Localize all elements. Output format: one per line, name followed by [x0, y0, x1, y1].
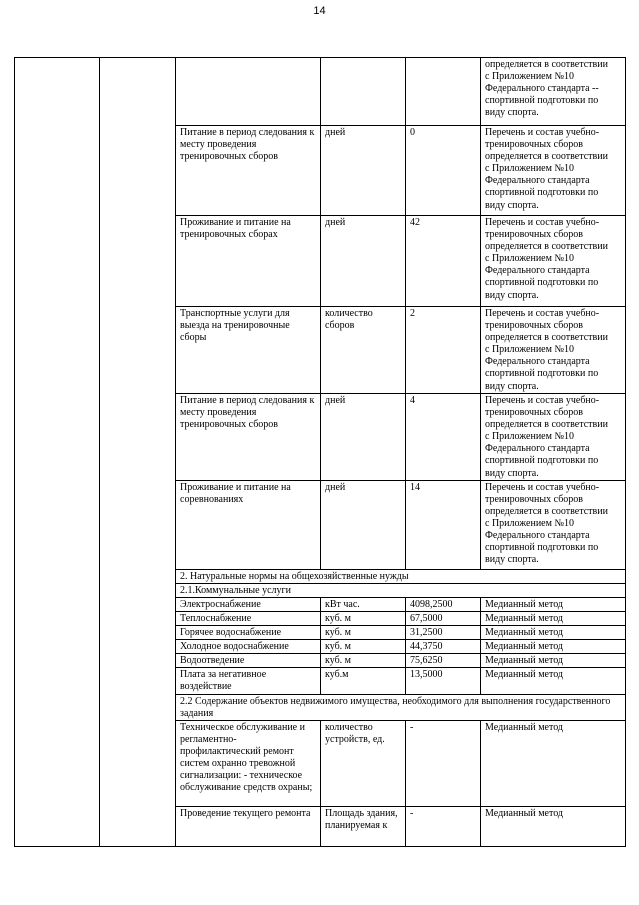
cell-name: Проведение текущего ремонта — [176, 806, 321, 846]
cell-name: Электроснабжение — [176, 597, 321, 611]
cell-note: Медианный метод — [481, 640, 626, 654]
cell-note: Перечень и состав учебно- тренировочных сборов определяется в соответствии с Приложением №10 Федерального стандарта спортивной подготовки по виду спорта. — [481, 216, 626, 307]
cell-unit: куб.м — [321, 668, 406, 694]
cell-value: 14 — [406, 480, 481, 569]
merged-col-2 — [100, 58, 176, 847]
cell-note: Медианный метод — [481, 597, 626, 611]
cell-value: 75,6250 — [406, 654, 481, 668]
cell-value — [406, 58, 481, 126]
cell-value: 4098,2500 — [406, 597, 481, 611]
cell-note: Медианный метод — [481, 611, 626, 625]
cell-name: Плата за негативное воздействие — [176, 668, 321, 694]
section-2-heading: 2. Натуральные нормы на общехозяйственные нужды — [176, 569, 626, 583]
cell-value: 67,5000 — [406, 611, 481, 625]
cell-unit: куб. м — [321, 654, 406, 668]
cell-unit: куб. м — [321, 640, 406, 654]
cell-value: 4 — [406, 394, 481, 481]
cell-unit: количество устройств, ед. — [321, 720, 406, 806]
cell-unit: количество сборов — [321, 307, 406, 394]
cell-unit: куб. м — [321, 626, 406, 640]
cell-value: 44,3750 — [406, 640, 481, 654]
table-row — [15, 58, 626, 126]
cell-note: Медианный метод — [481, 720, 626, 806]
cell-note: Медианный метод — [481, 654, 626, 668]
cell-value: - — [406, 720, 481, 806]
norms-table — [14, 57, 626, 847]
cell-name: Водоотведение — [176, 654, 321, 668]
cell-unit: дней — [321, 126, 406, 216]
cell-name: Питание в период следования к месту проведения тренировочных сборов — [176, 126, 321, 216]
cell-unit: дней — [321, 480, 406, 569]
cell-name: Проживание и питание на соревнованиях — [176, 480, 321, 569]
cell-value: 0 — [406, 126, 481, 216]
cell-value: 13,5000 — [406, 668, 481, 694]
cell-value: 42 — [406, 216, 481, 307]
section-2-2-heading: 2.2 Содержание объектов недвижимого имущества, необходимого для выполнения государственного задания — [176, 694, 626, 720]
section-2-1-heading: 2.1.Коммунальные услуги — [176, 583, 626, 597]
cell-note: Перечень и состав учебно- тренировочных сборов определяется в соответствии с Приложением №10 Федерального стандарта спортивной подготовки по виду спорта. — [481, 126, 626, 216]
cell-name: Горячее водоснабжение — [176, 626, 321, 640]
cell-name: Транспортные услуги для выезда на тренировочные сборы — [176, 307, 321, 394]
cell-note: Перечень и состав учебно- тренировочных сборов определяется в соответствии с Приложением №10 Федерального стандарта спортивной подготовки по виду спорта. — [481, 480, 626, 569]
cell-name: Проживание и питание на тренировочных сборах — [176, 216, 321, 307]
cell-unit — [321, 58, 406, 126]
cell-note: Перечень и состав учебно- тренировочных сборов определяется в соответствии с Приложением №10 Федерального стандарта спортивной подготовки по виду спорта. — [481, 394, 626, 481]
cell-unit: дней — [321, 216, 406, 307]
cell-note: определяется в соответствии с Приложением №10 Федерального стандарта -- спортивной подготовки по виду спорта. — [481, 58, 626, 126]
cell-value: 31,2500 — [406, 626, 481, 640]
merged-col-1 — [15, 58, 100, 847]
cell-unit: Площадь здания, планируемая к — [321, 806, 406, 846]
cell-name — [176, 58, 321, 126]
cell-value: - — [406, 806, 481, 846]
page-number: 14 — [313, 5, 326, 17]
cell-unit: дней — [321, 394, 406, 481]
cell-value: 2 — [406, 307, 481, 394]
cell-name: Холодное водоснабжение — [176, 640, 321, 654]
cell-note: Перечень и состав учебно- тренировочных сборов определяется в соответствии с Приложением №10 Федерального стандарта спортивной подготовки по виду спорта. — [481, 307, 626, 394]
cell-name: Теплоснабжение — [176, 611, 321, 625]
cell-unit: кВт час. — [321, 597, 406, 611]
cell-note: Медианный метод — [481, 626, 626, 640]
cell-unit: куб. м — [321, 611, 406, 625]
cell-name: Техническое обслуживание и регламентно-профилактический ремонт систем охранно тревожной сигнализации: - техническое обслуживание средств охраны; — [176, 720, 321, 806]
cell-note: Медианный метод — [481, 668, 626, 694]
cell-name: Питание в период следования к месту проведения тренировочных сборов — [176, 394, 321, 481]
cell-note: Медианный метод — [481, 806, 626, 846]
